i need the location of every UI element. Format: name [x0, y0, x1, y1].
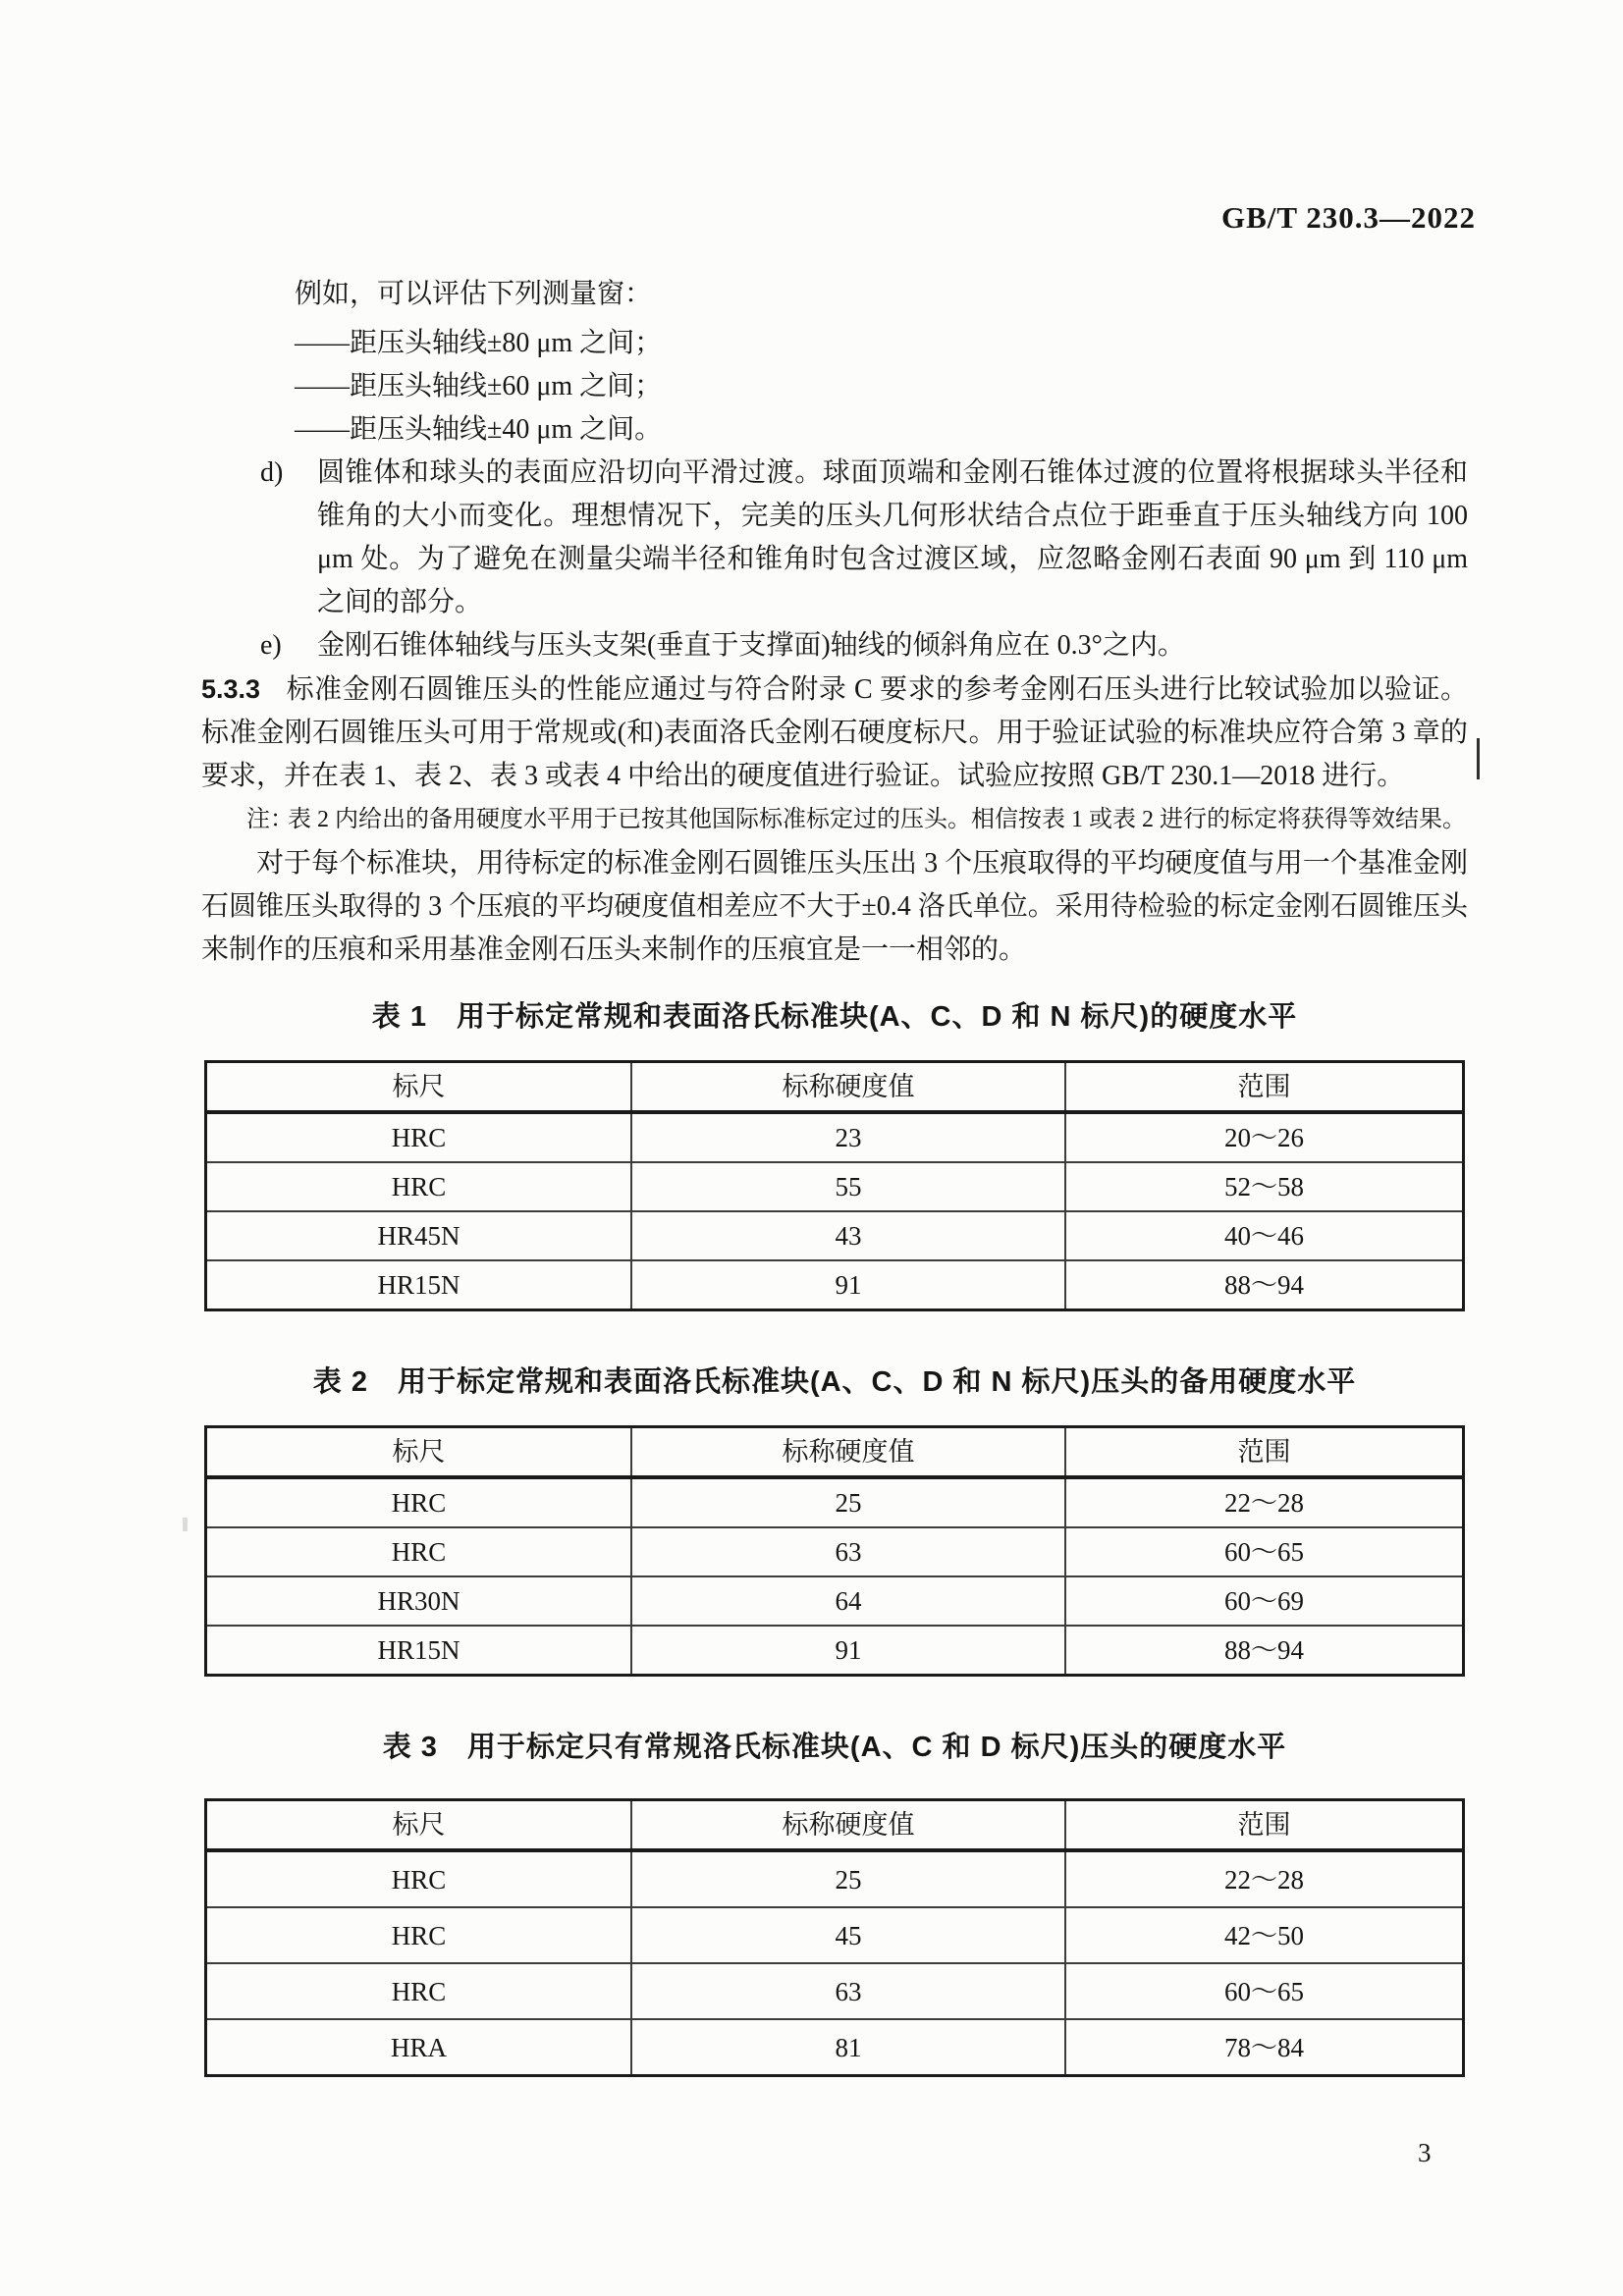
table-cell: HRC: [206, 1477, 632, 1527]
table-2-label: 表 2: [312, 1366, 368, 1398]
list-item-d-label: d): [260, 457, 284, 488]
note-text: 表 2 内给出的备用硬度水平用于已按其他国际标准标定过的压头。相信按表 1 或表 2 进行的标定将获得等效结果。: [288, 807, 1466, 832]
column-header: 范围: [1065, 1427, 1464, 1478]
table-row: [206, 1576, 1464, 1626]
page-number: 3: [1418, 2138, 1432, 2167]
column-header: 标称硬度值: [631, 1427, 1065, 1478]
column-header: 标尺: [206, 1800, 632, 1851]
table-row: [206, 1211, 1464, 1260]
table-cell: 78～84: [1065, 2019, 1464, 2076]
list-item-e-text: 金刚石锥体轴线与压头支架(垂直于支撑面)轴线的倾斜角应在 0.3°之内。: [317, 630, 1185, 661]
table-cell: 60～65: [1065, 1527, 1464, 1576]
table-row: [206, 1260, 1464, 1310]
list-item-e: [201, 624, 1468, 667]
list-item-d: [201, 452, 1468, 624]
table-cell: 52～58: [1065, 1162, 1464, 1211]
table-1-header-row: [206, 1062, 1464, 1113]
table-cell: 40～46: [1065, 1211, 1464, 1260]
table-cell: 60～65: [1065, 1963, 1464, 2019]
table-2-title: [201, 1361, 1468, 1404]
column-header: 范围: [1065, 1062, 1464, 1113]
table-2-title-text: 用于标定常规和表面洛氏标准块(A、C、D 和 N 标尺)压头的备用硬度水平: [397, 1366, 1357, 1398]
table-cell: 55: [631, 1162, 1065, 1211]
table-cell: HRC: [206, 1850, 632, 1907]
table-cell: 88～94: [1065, 1626, 1464, 1676]
table-cell: HR30N: [206, 1576, 632, 1626]
note-label: 注：: [246, 807, 294, 832]
table-1-title-text: 用于标定常规和表面洛氏标准块(A、C、D 和 N 标尺)的硬度水平: [456, 1001, 1298, 1033]
table-cell: 43: [631, 1211, 1065, 1260]
example-lead-line: 例如，可以评估下列测量窗：: [295, 279, 653, 309]
table-1: [204, 1060, 1465, 1311]
table-cell: 25: [631, 1850, 1065, 1907]
table-row: [206, 1477, 1464, 1527]
table-cell: 20～26: [1065, 1112, 1464, 1162]
table-row: [206, 1527, 1464, 1576]
table-row: [206, 1112, 1464, 1162]
table-cell: 91: [631, 1626, 1065, 1676]
table-3-title: [201, 1726, 1468, 1769]
table-cell: 42～50: [1065, 1907, 1464, 1963]
table-1-label: 表 1: [371, 1001, 427, 1033]
table-row: [206, 1963, 1464, 2019]
table-row: [206, 1162, 1464, 1211]
table-row: [206, 1907, 1464, 1963]
dash-list-item: ——距压头轴线±40 μm 之间。: [295, 414, 663, 445]
scan-artifact-tick: [183, 1518, 188, 1531]
revision-margin-mark: [1477, 738, 1480, 779]
list-item-d-text: 圆锥体和球头的表面应沿切向平滑过渡。球面顶端和金刚石锥体过渡的位置将根据球头半径和锥角的大小而变化。理想情况下，完美的压头几何形状结合点位于距垂直于压头轴线方向 100 μm 处。为了避免在测量尖端半径和锥角时包含过渡区域，应忽略金刚石表面 90 μm 到 110 μm 之间的部分。: [317, 457, 1468, 617]
table-3-body: [206, 1850, 1464, 2076]
column-header: 标尺: [206, 1062, 632, 1113]
table-cell: 60～69: [1065, 1576, 1464, 1626]
table-1-title: [201, 995, 1468, 1039]
standard-number: GB/T 230.3—2022: [1220, 200, 1476, 235]
table-3-title-text: 用于标定只有常规洛氏标准块(A、C 和 D 标尺)压头的硬度水平: [466, 1732, 1287, 1763]
table-2: [204, 1425, 1465, 1677]
table-cell: HRC: [206, 1963, 632, 2019]
table-row: [206, 2019, 1464, 2076]
table-cell: HRC: [206, 1112, 632, 1162]
column-header: 标尺: [206, 1427, 632, 1478]
table-3: [204, 1798, 1465, 2077]
table-cell: 81: [631, 2019, 1065, 2076]
table-3-label: 表 3: [382, 1732, 438, 1763]
table-cell: HR15N: [206, 1626, 632, 1676]
table-cell: 91: [631, 1260, 1065, 1310]
table-2-header-row: [206, 1427, 1464, 1478]
table-1-body: [206, 1112, 1464, 1310]
table-cell: 63: [631, 1963, 1065, 2019]
table-row: [206, 1850, 1464, 1907]
table-cell: 25: [631, 1477, 1065, 1527]
dash-list-item: ——距压头轴线±60 μm 之间；: [295, 371, 663, 401]
table-cell: 88～94: [1065, 1260, 1464, 1310]
table-cell: 63: [631, 1527, 1065, 1576]
section-number: 5.3.3: [201, 674, 261, 704]
table-cell: HR15N: [206, 1260, 632, 1310]
column-header: 标称硬度值: [631, 1800, 1065, 1851]
page-body: [201, 265, 1468, 2077]
table-cell: HRC: [206, 1907, 632, 1963]
table-cell: HRC: [206, 1527, 632, 1576]
table-2-body: [206, 1477, 1464, 1676]
table-cell: 45: [631, 1907, 1065, 1963]
table-cell: HRA: [206, 2019, 632, 2076]
dash-list-item: ——距压头轴线±80 μm 之间；: [295, 328, 663, 358]
table-cell: HR45N: [206, 1211, 632, 1260]
body-paragraph: 对于每个标准块，用待标定的标准金刚石圆锥压头压出 3 个压痕取得的平均硬度值与用一个基准金刚石圆锥压头取得的 3 个压痕的平均硬度值相差应不大于±0.4 洛氏单位。采用待检验的标定金刚石圆锥压头来制作的压痕和采用基准金刚石压头来制作的压痕宜是一一相邻的。: [201, 848, 1468, 965]
table-cell: 22～28: [1065, 1850, 1464, 1907]
table-cell: 64: [631, 1576, 1065, 1626]
note-block: [201, 800, 1468, 840]
list-item-e-label: e): [260, 630, 282, 661]
table-3-header-row: [206, 1800, 1464, 1851]
table-cell: 22～28: [1065, 1477, 1464, 1527]
section-text: 标准金刚石圆锥压头的性能应通过与符合附录 C 要求的参考金刚石压头进行比较试验加以验证。标准金刚石圆锥压头可用于常规或(和)表面洛氏金刚石硬度标尺。用于验证试验的标准块应符合第 3 章的要求，并在表 1、表 2、表 3 或表 4 中给出的硬度值进行验证。试验应按照 GB/T 230.1—2018 进行。: [201, 674, 1468, 791]
table-cell: 23: [631, 1112, 1065, 1162]
table-cell: HRC: [206, 1162, 632, 1211]
column-header: 标称硬度值: [631, 1062, 1065, 1113]
measurement-window-list: [201, 322, 1468, 452]
column-header: 范围: [1065, 1800, 1464, 1851]
section-5-3-3: [201, 667, 1468, 798]
table-row: [206, 1626, 1464, 1676]
